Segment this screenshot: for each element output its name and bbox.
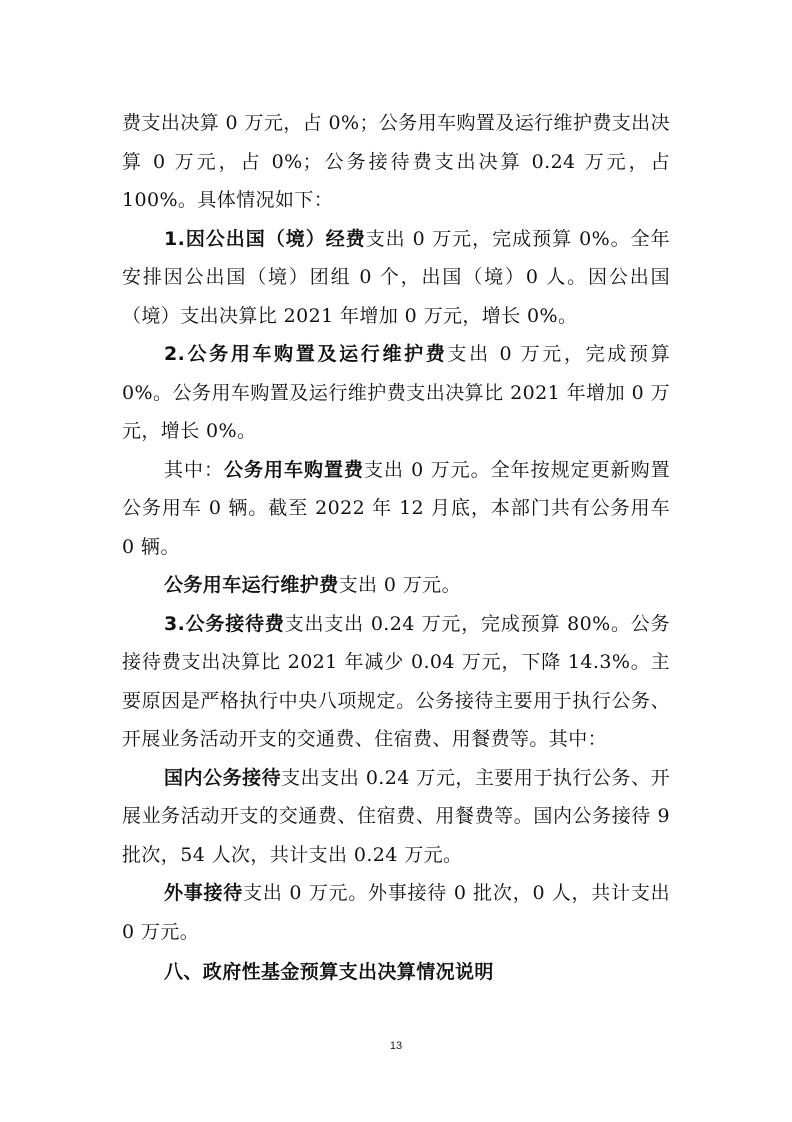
domestic-reception-label: 国内公务接待 — [164, 766, 282, 789]
vehicle-text: 支出 0 万元，完成预算 0%。公务用车购置及运行维护费支出决算比 2021 年增加 0 万元，增长 0%。 — [122, 343, 670, 442]
vehicle-maintenance-text: 支出 0 万元。 — [338, 574, 461, 596]
domestic-reception-text: 支出支出 0.24 万元，主要用于执行公务、开展业务活动开支的交通费、住宿费、用餐费等。国内公务接待 9 批次，54 人次，共计支出 0.24 万元。 — [122, 766, 670, 866]
paragraph-foreign-reception — [122, 874, 670, 951]
paragraph-domestic-reception — [122, 759, 670, 875]
overseas-travel-text: 支出 0 万元，完成预算 0%。全年安排因公出国（境）团组 0 个，出国（境）0 人。因公出国（境）支出决算比 2021 年增加 0 万元，增长 0%。 — [122, 227, 670, 327]
overseas-travel-label: 1.因公出国（境）经费 — [164, 227, 366, 250]
paragraph-overseas-travel — [122, 220, 670, 336]
page-number: 13 — [389, 1040, 403, 1052]
paragraph-vehicle — [122, 335, 670, 451]
reception-text: 支出支出 0.24 万元，完成预算 80%。公务接待费支出决算比 2021 年减少 0.04 万元，下降 14.3%。主要原因是严格执行中央八项规定。公务接待主要用于执行公务、开展业务活动开支的交通费、住宿费、用餐费等。其中： — [122, 612, 670, 750]
paragraph-summary — [122, 104, 670, 220]
vehicle-purchase-label: 公务用车购置费 — [224, 458, 365, 481]
foreign-reception-label: 外事接待 — [164, 882, 244, 904]
foreign-reception-text: 支出 0 万元。外事接待 0 批次，0 人，共计支出 0 万元。 — [122, 882, 670, 943]
vehicle-purchase-prefix: 其中： — [164, 458, 225, 481]
reception-label: 3.公务接待费 — [164, 612, 285, 635]
section-heading: 八、政府性基金预算支出决算情况说明 — [164, 961, 494, 983]
vehicle-maintenance-label: 公务用车运行维护费 — [164, 574, 339, 596]
vehicle-label: 2.公务用车购置及运行维护费 — [164, 343, 448, 365]
document-body — [122, 104, 670, 992]
summary-text: 费支出决算 0 万元，占 0%；公务用车购置及运行维护费支出决算 0 万元，占 0%；公务接待费支出决算 0.24 万元，占 100%。具体情况如下： — [122, 112, 670, 211]
vehicle-purchase-text: 支出 0 万元。全年按规定更新购置公务用车 0 辆。截至 2022 年 12 月底，本部门共有公务用车 0 辆。 — [122, 458, 671, 558]
paragraph-vehicle-maintenance — [122, 566, 670, 605]
paragraph-vehicle-purchase — [122, 451, 670, 567]
paragraph-reception — [122, 605, 670, 759]
